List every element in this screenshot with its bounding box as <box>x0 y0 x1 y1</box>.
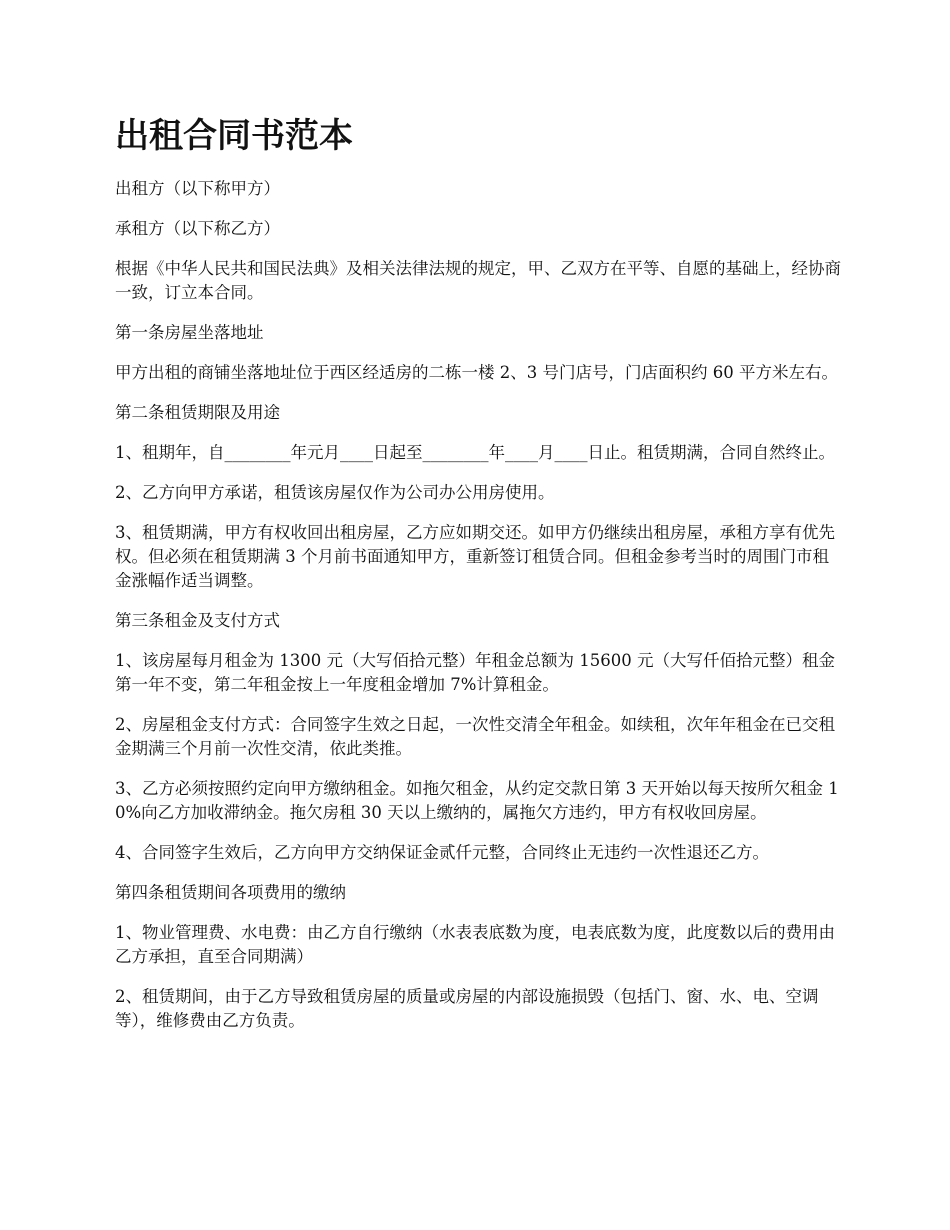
article-3-heading: 第三条租金及支付方式 <box>115 611 280 630</box>
article-2-item-1: 1、租期年，自________年元月____日起至________年____月____日止。租赁期满，合同自然终止。 <box>115 443 835 462</box>
article-3-item-2: 2、房屋租金支付方式：合同签字生效之日起，一次性交清全年租金。如续租，次年年租金在已交租金期满三个月前一次性交清，依此类推。 <box>115 715 835 758</box>
article-3-item-1: 1、该房屋每月租金为 1300 元（大写佰拾元整）年租金总额为 15600 元（大写仟佰拾元整）租金第一年不变，第二年租金按上一年度租金增加 7%计算租金。 <box>115 651 835 694</box>
article-4-item-2: 2、租赁期间，由于乙方导致租赁房屋的质量或房屋的内部设施损毁（包括门、窗、水、电、空调等），维修费由乙方负责。 <box>115 987 819 1030</box>
article-2-heading: 第二条租赁期限及用途 <box>115 403 280 422</box>
article-3-item-4: 4、合同签字生效后，乙方向甲方交纳保证金贰仟元整，合同终止无违约一次性退还乙方。 <box>115 843 769 862</box>
article-3-item-3: 3、乙方必须按照约定向甲方缴纳租金。如拖欠租金，从约定交款日第 3 天开始以每天按所欠租金 10%向乙方加收滞纳金。拖欠房租 30 天以上缴纳的，属拖欠方违约，甲方有权收回房屋。 <box>115 779 839 822</box>
article-1-heading: 第一条房屋坐落地址 <box>115 323 264 342</box>
article-4-item-1: 1、物业管理费、水电费：由乙方自行缴纳（水表表底数为度，电表底数为度，此度数以后的费用由乙方承担，直至合同期满） <box>115 923 835 966</box>
document-body <box>115 177 845 1049</box>
document-title: 出租合同书范本 <box>115 116 353 156</box>
party-lessor: 出租方（以下称甲方） <box>115 179 280 198</box>
article-2-item-2: 2、乙方向甲方承诺，租赁该房屋仅作为公司办公用房使用。 <box>115 483 555 502</box>
article-2-item-3: 3、租赁期满，甲方有权收回出租房屋，乙方应如期交还。如甲方仍继续出租房屋，承租方享有优先权。但必须在租赁期满 3 个月前书面通知甲方，重新签订租赁合同。但租金参考当时的周围门市租金涨幅作适当调整。 <box>115 523 835 590</box>
party-lessee: 承租方（以下称乙方） <box>115 219 280 238</box>
article-4-heading: 第四条租赁期间各项费用的缴纳 <box>115 883 346 902</box>
article-1-content: 甲方出租的商铺坐落地址位于西区经适房的二栋一楼 2、3 号门店号，门店面积约 60 平方米左右。 <box>115 363 838 382</box>
preamble: 根据《中华人民共和国民法典》及相关法律法规的规定，甲、乙双方在平等、自愿的基础上，经协商一致，订立本合同。 <box>115 259 841 302</box>
